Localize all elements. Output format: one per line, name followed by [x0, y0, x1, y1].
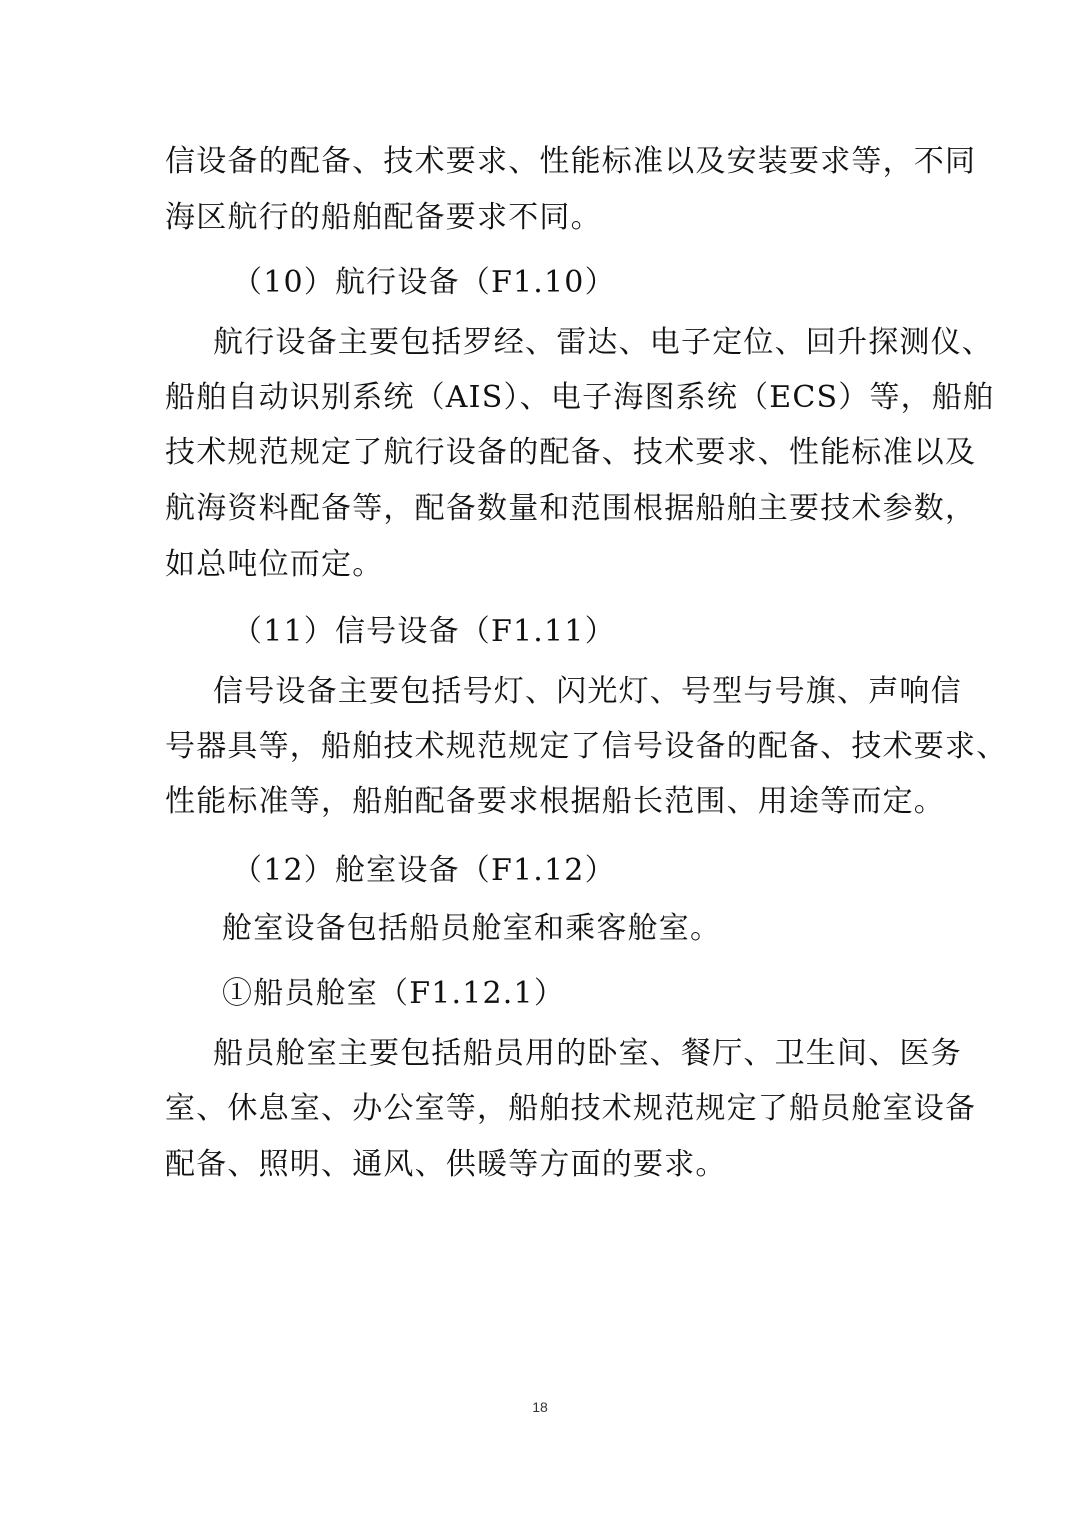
paragraph-line: 配备、照明、通风、供暖等方面的要求。 [165, 1147, 727, 1182]
paragraph-line: 如总吨位而定。 [165, 547, 384, 582]
paragraph-line: 室、休息室、办公室等，船舶技术规范规定了船员舱室设备 [165, 1091, 977, 1126]
paragraph-line: 海区航行的船舶配备要求不同。 [165, 200, 602, 235]
section-heading: （10）航行设备（F1.10） [232, 265, 616, 300]
paragraph-line: 技术规范规定了航行设备的配备、技术要求、性能标准以及 [165, 435, 977, 470]
paragraph-line: 航海资料配备等，配备数量和范围根据船舶主要技术参数， [165, 491, 977, 526]
section-heading: （11）信号设备（F1.11） [232, 614, 616, 649]
paragraph-line: 信号设备主要包括号灯、闪光灯、号型与号旗、声响信 [213, 674, 962, 709]
section-heading: （12）舱室设备（F1.12） [232, 853, 616, 888]
paragraph-line: 号器具等，船舶技术规范规定了信号设备的配备、技术要求、 [165, 729, 1008, 764]
paragraph-line: 信设备的配备、技术要求、性能标准以及安装要求等，不同 [165, 144, 977, 179]
paragraph-line: 航行设备主要包括罗经、雷达、电子定位、回升探测仪、 [213, 325, 993, 360]
paragraph-line: 船员舱室主要包括船员用的卧室、餐厅、卫生间、医务 [213, 1036, 962, 1071]
page-number: 18 [532, 1399, 548, 1415]
paragraph-line: 性能标准等，船舶配备要求根据船长范围、用途等而定。 [165, 784, 945, 819]
paragraph-line: 舱室设备包括船员舱室和乘客舱室。 [222, 911, 722, 946]
paragraph-line: 船舶自动识别系统（AIS）、电子海图系统（ECS）等，船舶 [165, 380, 995, 415]
subsection-heading: ①船员舱室（F1.12.1） [222, 976, 566, 1011]
